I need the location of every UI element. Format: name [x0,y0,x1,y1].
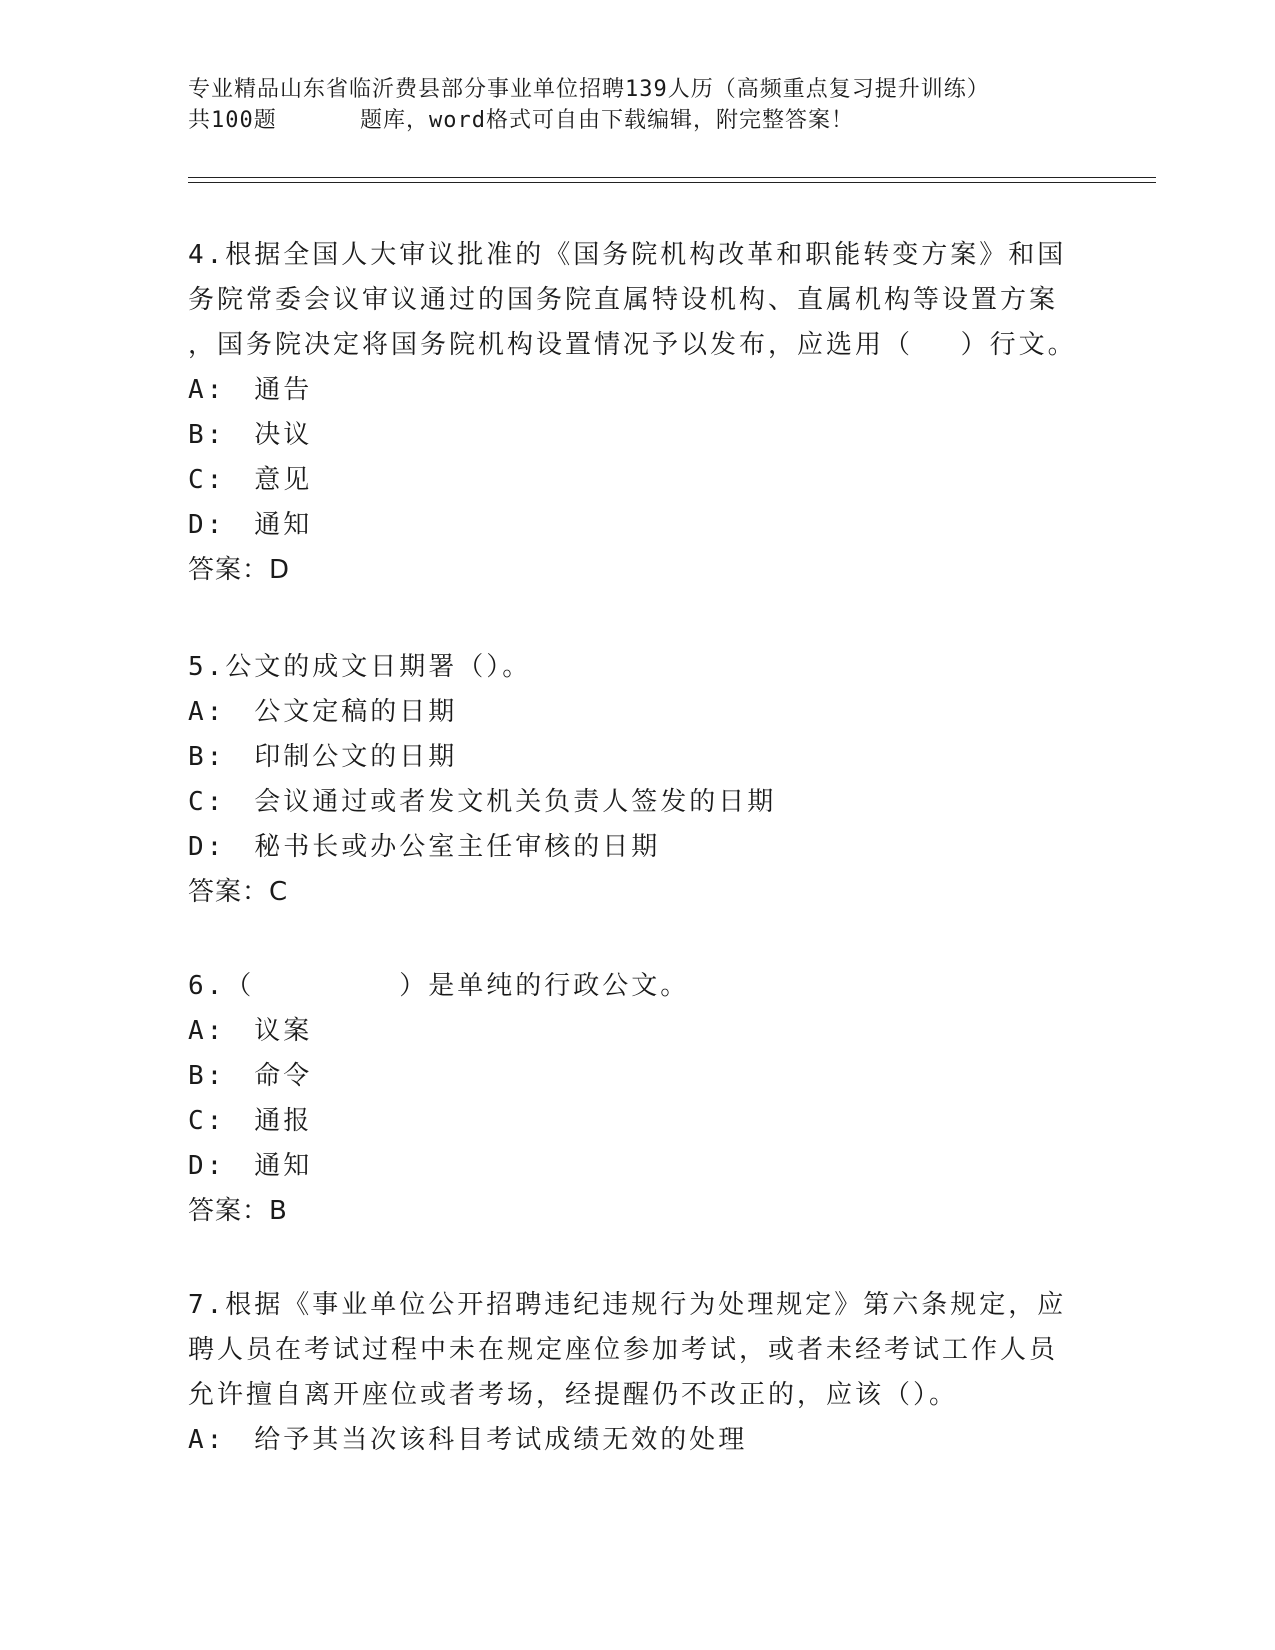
option-a: A: 议案 [188,1016,313,1046]
option-d: D: 秘书长或办公室主任审核的日期 [188,832,661,862]
option-b: B: 印制公文的日期 [188,742,458,772]
question-line: 6.（ ）是单纯的行政公文。 [188,971,690,1001]
question-line: 务院常委会议审议通过的国务院直属特设机构、直属机构等设置方案 [188,285,1059,315]
question-text [188,1283,1068,1418]
question-line: 聘人员在考试过程中未在规定座位参加考试，或者未经考试工作人员 [188,1335,1059,1365]
header-title: 专业精品山东省临沂费县部分事业单位招聘139人历（高频重点复习提升训练） [188,77,990,102]
option-c: C: 会议通过或者发文机关负责人签发的日期 [188,787,777,817]
header-description: 题库，word格式可自由下载编辑，附完整答案！ [360,108,854,133]
option-d: D: 通知 [188,1151,313,1181]
question-block [188,233,1077,593]
question-line: ，国务院决定将国务院机构设置情况予以发布，应选用（ ）行文。 [188,330,1077,360]
option-a: A: 通告 [188,375,313,405]
option-b: B: 决议 [188,420,313,450]
question-line: 5.公文的成文日期署（）。 [188,652,532,682]
answer-line: 答案：C [188,877,289,907]
question-text [188,964,1068,1009]
header-subtitle [188,105,1068,136]
document-header [188,74,1068,136]
option-a: A: 公文定稿的日期 [188,697,458,727]
option-c: C: 意见 [188,465,313,495]
question-line: 7.根据《事业单位公开招聘违纪违规行为处理规定》第六条规定，应 [188,1290,1067,1320]
question-count: 共100题 [188,108,277,133]
header-divider-top [188,177,1156,178]
question-line: 4.根据全国人大审议批准的《国务院机构改革和职能转变方案》和国 [188,240,1067,270]
question-block [188,645,1068,915]
answer-line: 答案：B [188,1196,288,1226]
question-block [188,964,1068,1234]
question-text [188,233,1077,368]
answer-line: 答案：D [188,555,291,585]
option-d: D: 通知 [188,510,313,540]
option-b: B: 命令 [188,1061,313,1091]
header-divider-bottom [188,182,1156,183]
question-block [188,1283,1068,1463]
option-c: C: 通报 [188,1106,313,1136]
question-text [188,645,1068,690]
option-a: A: 给予其当次该科目考试成绩无效的处理 [188,1425,748,1455]
question-line: 允许擅自离开座位或者考场，经提醒仍不改正的，应该（）。 [188,1380,959,1410]
